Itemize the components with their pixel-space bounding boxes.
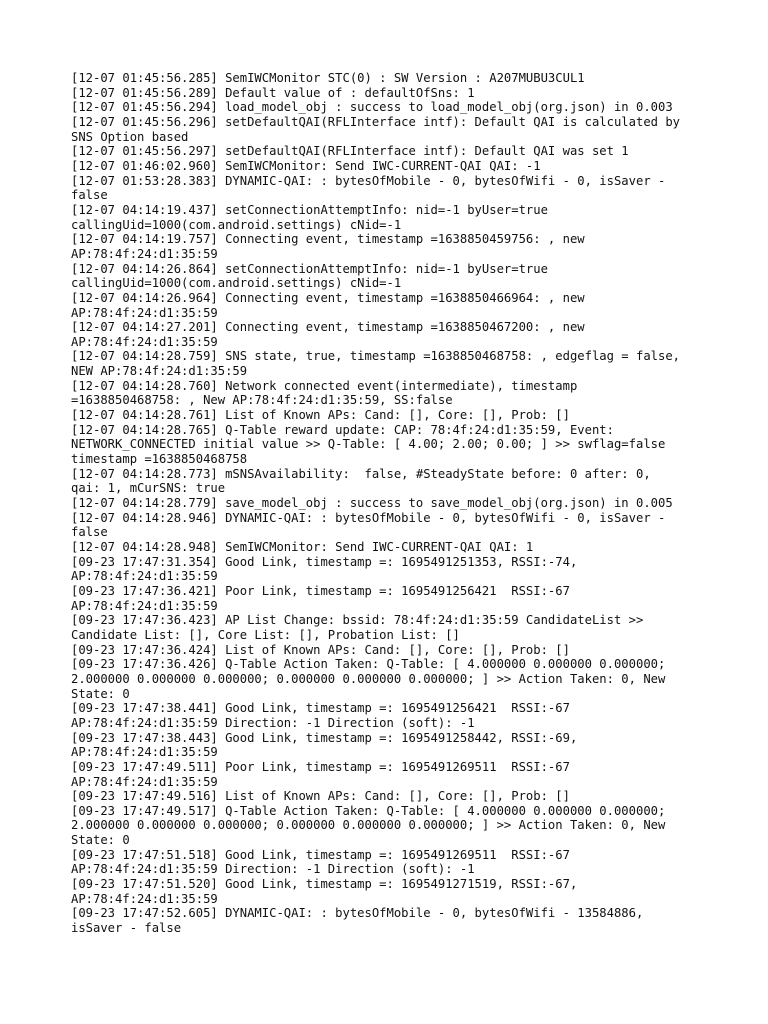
log-line: [12-07 04:14:28.765] Q-Table reward update: CAP: 78:4f:24:d1:35:59, Event:: [71, 422, 614, 437]
log-line: State: 0: [71, 833, 130, 848]
log-line: callingUid=1000(com.android.settings) cNid=-1: [71, 217, 402, 232]
log-line: AP:78:4f:24:d1:35:59: [71, 569, 218, 584]
log-line: [09-23 17:47:31.354] Good Link, timestamp =: 1695491251353, RSSI:-74,: [71, 554, 578, 569]
log-text-block: [71, 71, 711, 936]
log-line: [12-07 04:14:28.759] SNS state, true, timestamp =1638850468758: , edgeflag = false,: [71, 349, 681, 364]
log-line: [09-23 17:47:36.424] List of Known APs: Cand: [], Core: [], Prob: []: [71, 642, 570, 657]
log-line: [12-07 01:53:28.383] DYNAMIC-QAI: : bytesOfMobile - 0, bytesOfWifi - 0, isSaver -: [71, 173, 666, 188]
log-line: [12-07 04:14:26.864] setConnectionAttemptInfo: nid=-1 byUser=true: [71, 261, 548, 276]
log-line: NETWORK_CONNECTED initial value >> Q-Table: [ 4.00; 2.00; 0.00; ] >> swflag=false: [71, 437, 666, 452]
log-line: [09-23 17:47:49.516] List of Known APs: Cand: [], Core: [], Prob: []: [71, 789, 570, 804]
log-line: [09-23 17:47:36.421] Poor Link, timestamp =: 1695491256421 RSSI:-67: [71, 583, 570, 598]
log-line: callingUid=1000(com.android.settings) cNid=-1: [71, 276, 402, 291]
log-line: [09-23 17:47:51.520] Good Link, timestamp =: 1695491271519, RSSI:-67,: [71, 877, 578, 892]
log-line: [12-07 01:45:56.297] setDefaultQAI(RFLInterface intf): Default QAI was set 1: [71, 144, 629, 159]
log-line: [12-07 01:45:56.285] SemIWCMonitor STC(0) : SW Version : A207MUBU3CUL1: [71, 71, 585, 85]
log-line: [12-07 04:14:19.437] setConnectionAttemptInfo: nid=-1 byUser=true: [71, 202, 548, 217]
log-line: AP:78:4f:24:d1:35:59: [71, 334, 218, 349]
log-line: 2.000000 0.000000 0.000000; 0.000000 0.000000 0.000000; ] >> Action Taken: 0, New: [71, 818, 666, 833]
log-line: [12-07 01:45:56.294] load_model_obj : success to load_model_obj(org.json) in 0.003: [71, 100, 673, 115]
log-line: false: [71, 525, 108, 540]
log-line: AP:78:4f:24:d1:35:59 Direction: -1 Direction (soft): -1: [71, 715, 475, 730]
log-line: [12-07 04:14:28.946] DYNAMIC-QAI: : bytesOfMobile - 0, bytesOfWifi - 0, isSaver -: [71, 510, 666, 525]
log-line: [12-07 04:14:28.773] mSNSAvailability: false, #SteadyState before: 0 after: 0,: [71, 466, 651, 481]
log-line: State: 0: [71, 686, 130, 701]
log-line: [12-07 01:45:56.289] Default value of : defaultOfSns: 1: [71, 85, 475, 100]
log-line: [12-07 04:14:27.201] Connecting event, timestamp =1638850467200: , new: [71, 320, 585, 335]
log-line: AP:78:4f:24:d1:35:59: [71, 774, 218, 789]
log-line: [12-07 01:45:56.296] setDefaultQAI(RFLInterface intf): Default QAI is calculated by: [71, 114, 681, 129]
log-line: Candidate List: [], Core List: [], Probation List: []: [71, 627, 460, 642]
log-line: AP:78:4f:24:d1:35:59: [71, 246, 218, 261]
log-line: AP:78:4f:24:d1:35:59: [71, 305, 218, 320]
log-line: [12-07 04:14:28.760] Network connected event(intermediate), timestamp: [71, 378, 578, 393]
log-line: [12-07 04:14:28.761] List of Known APs: Cand: [], Core: [], Prob: []: [71, 408, 570, 423]
log-line: 2.000000 0.000000 0.000000; 0.000000 0.000000 0.000000; ] >> Action Taken: 0, New: [71, 671, 666, 686]
log-line: [12-07 04:14:26.964] Connecting event, timestamp =1638850466964: , new: [71, 290, 585, 305]
log-line: AP:78:4f:24:d1:35:59 Direction: -1 Direction (soft): -1: [71, 862, 475, 877]
log-line: [12-07 04:14:28.779] save_model_obj : success to save_model_obj(org.json) in 0.005: [71, 496, 673, 511]
log-line: AP:78:4f:24:d1:35:59: [71, 598, 218, 613]
log-line: =1638850468758: , New AP:78:4f:24:d1:35:59, SS:false: [71, 393, 453, 408]
log-line: NEW AP:78:4f:24:d1:35:59: [71, 364, 248, 379]
log-line: [09-23 17:47:36.423] AP List Change: bssid: 78:4f:24:d1:35:59 CandidateList >>: [71, 613, 644, 628]
log-line: [09-23 17:47:38.441] Good Link, timestamp =: 1695491256421 RSSI:-67: [71, 701, 570, 716]
log-line: [09-23 17:47:49.511] Poor Link, timestamp =: 1695491269511 RSSI:-67: [71, 759, 570, 774]
log-line: qai: 1, mCurSNS: true: [71, 481, 226, 496]
log-line: [09-23 17:47:38.443] Good Link, timestamp =: 1695491258442, RSSI:-69,: [71, 730, 578, 745]
log-line: SNS Option based: [71, 129, 189, 144]
log-line: [12-07 01:46:02.960] SemIWCMonitor: Send IWC-CURRENT-QAI QAI: -1: [71, 158, 541, 173]
log-line: [09-23 17:47:36.426] Q-Table Action Taken: Q-Table: [ 4.000000 0.000000 0.000000;: [71, 657, 666, 672]
log-line: false: [71, 188, 108, 203]
log-line: [12-07 04:14:19.757] Connecting event, timestamp =1638850459756: , new: [71, 232, 585, 247]
log-line: [12-07 04:14:28.948] SemIWCMonitor: Send IWC-CURRENT-QAI QAI: 1: [71, 540, 534, 554]
log-line: AP:78:4f:24:d1:35:59: [71, 745, 218, 760]
log-line: AP:78:4f:24:d1:35:59: [71, 891, 218, 906]
log-line: isSaver - false: [71, 921, 182, 936]
log-line: timestamp =1638850468758: [71, 452, 248, 467]
log-line: [09-23 17:47:52.605] DYNAMIC-QAI: : bytesOfMobile - 0, bytesOfWifi - 13584886,: [71, 906, 644, 921]
log-line: [09-23 17:47:49.517] Q-Table Action Taken: Q-Table: [ 4.000000 0.000000 0.000000;: [71, 803, 666, 818]
log-line: [09-23 17:47:51.518] Good Link, timestamp =: 1695491269511 RSSI:-67: [71, 847, 570, 862]
